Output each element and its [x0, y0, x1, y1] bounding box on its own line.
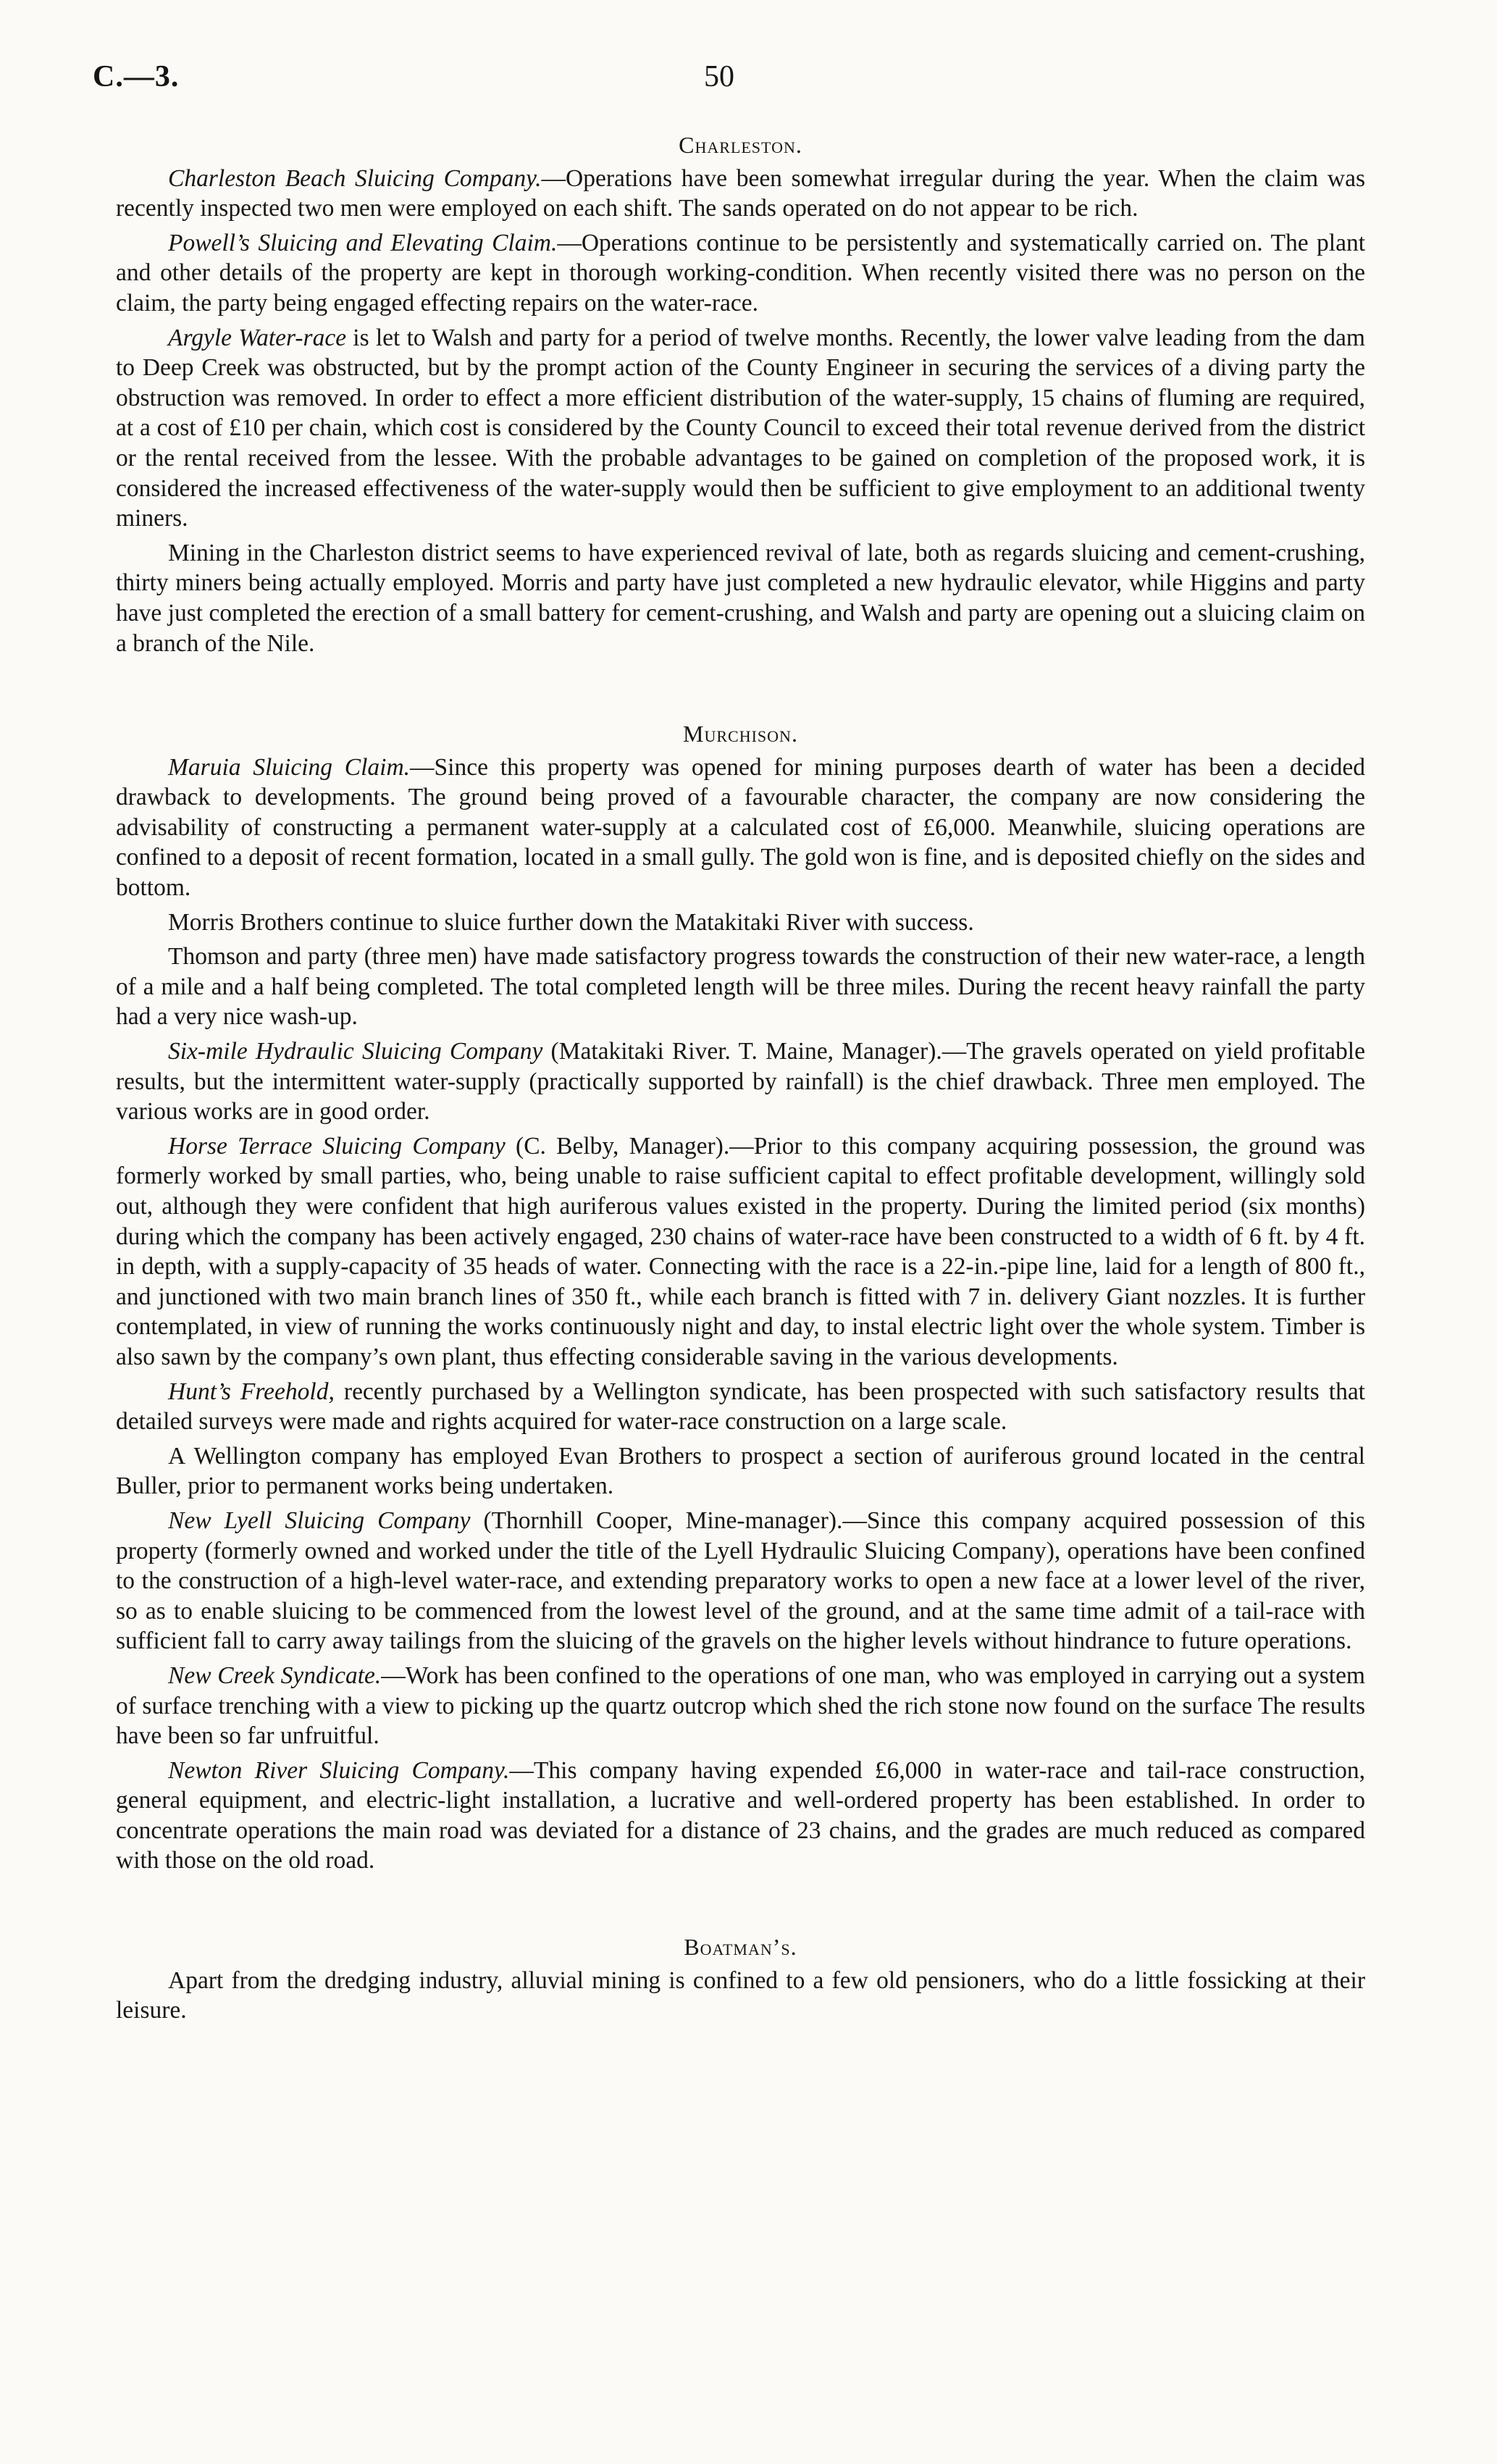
paragraph-text: —Operations continue to be persistently and systematically carried on. The plant and other details of the property are kept in thorough working-condition. When recently visited there was no person on the claim, the party being engaged effecting repairs on the water-race. [116, 229, 1365, 317]
paragraph [116, 1756, 1365, 1876]
paragraph-lead: Maruia Sluicing Claim. [168, 753, 411, 781]
section-heading-charleston: Charleston. [679, 132, 802, 158]
paragraph [116, 753, 1365, 903]
paragraph [116, 1441, 1365, 1501]
paragraph [116, 164, 1365, 224]
paragraph [116, 1506, 1365, 1656]
paragraph-text: (Thornhill Cooper, Mine-manager).—Since this company acquired possession of this property (formerly owned and worked under the title of the Lyell Hydraulic Sluicing Company), operations have been confined to the construction of a high-level water-race, and extending preparatory works to open a new face at a lower level of the river, so as to enable sluicing to be commenced from the lowest level of the ground, and at the same time admit of a tail-race with sufficient fall to carry away tailings from the sluicing of the gravels on the higher levels without hindrance to future operations. [116, 1507, 1365, 1655]
paragraph [116, 538, 1365, 658]
paragraph [116, 1966, 1365, 2026]
paragraph [116, 1131, 1365, 1373]
paragraph-text: is let to Walsh and party for a period of twelve months. Recently, the lower valve leading from the dam to Deep Creek was obstructed, but by the prompt action of the County Engineer in securing the services of a diving party the obstruction was removed. In order to effect a more efficient distribution of the water-supply, 15 chains of fluming are required, at a cost of £10 per chain, which cost is considered by the County Council to exceed their total revenue derived from the district or the rental received from the lessee. With the probable advantages to be gained on completion of the proposed work, it is considered the increased effectiveness of the water-supply would then be sufficient to give employment to an additional twenty miners. [116, 324, 1365, 532]
paragraph [116, 908, 1365, 938]
paragraph-text: Thomson and party (three men) have made satisfactory progress towards the construction of their new water-race, a length of a mile and a half being completed. The total completed length will be three miles. During the recent heavy rainfall the party had a very nice wash-up. [116, 943, 1365, 1031]
paragraph-text: (C. Belby, Manager).—Prior to this company acquiring possession, the ground was formerly worked by small parties, who, being unable to raise sufficient capital to effect profitable development, willingly sold out, although they were confident that high auriferous values existed in the property. During the limited period (six months) during which the company has been actively engaged, 230 chains of water-race have been constructed to a width of 6 ft. by 4 ft. in depth, with a supply-capacity of 35 heads of water. Connecting with the race is a 22-in.-pipe line, laid for a length of 800 ft., and junctioned with two main branch lines of 350 ft., while each branch is fitted with 7 in. delivery Giant nozzles. It is further contemplated, in view of running the works continuously night and day, to instal electric light over the whole system. Timber is also sawn by the company’s own plant, thus effecting considerable saving in the various developments. [116, 1132, 1365, 1370]
paragraph [116, 1036, 1365, 1127]
paragraph-lead: Hunt’s Freehold, [168, 1378, 335, 1405]
paragraph-lead: Six-mile Hydraulic Sluicing Company [168, 1038, 543, 1065]
paragraph [116, 1377, 1365, 1437]
paragraph-text: Mining in the Charleston district seems to have experienced revival of late, both as regards sluicing and cement-crushing, thirty miners being actually employed. Morris and party have just completed a new hydraulic elevator, while Higgins and party have just completed the erection of a small battery for cement-crushing, and Walsh and party are opening out a sluicing claim on a branch of the Nile. [116, 539, 1365, 657]
paragraph-text: —Work has been confined to the operations of one man, who was employed in carrying out a system of surface trenching with a view to picking up the quartz outcrop which shed the rich stone now found on the surface The results have been so far unfruitful. [116, 1661, 1365, 1750]
paragraph-lead: New Creek Syndicate. [168, 1661, 382, 1689]
paragraph-lead: New Lyell Sluicing Company [168, 1507, 471, 1534]
section-heading-boatmans: Boatman’s. [684, 1934, 797, 1961]
page-reference: C.—3. [93, 60, 180, 93]
paragraph-lead: Newton River Sluicing Company. [168, 1756, 510, 1784]
paragraph-text: (Matakitaki River. T. Maine, Manager).—The gravels operated on yield profitable results, but the intermittent water-supply (practically supported by rainfall) is the chief drawback. Three men employed. The various works are in good order. [116, 1038, 1365, 1126]
paragraph-text: Morris Brothers continue to sluice further down the Matakitaki River with success. [168, 908, 974, 936]
paragraph-text: —Operations have been somewhat irregular during the year. When the claim was recently inspected two men were employed on each shift. The sands operated on do not appear to be rich. [116, 164, 1365, 222]
paragraph-text: Apart from the dredging industry, alluvial mining is confined to a few old pensioners, who do a little fossicking at their leisure. [116, 1966, 1365, 2024]
paragraph [116, 228, 1365, 319]
paragraph-lead: Horse Terrace Sluicing Company [168, 1132, 506, 1160]
paragraph-lead: Powell’s Sluicing and Elevating Claim. [168, 229, 558, 256]
paragraph-text: —This company having expended £6,000 in water-race and tail-race construction, general equipment, and electric-light installation, a lucrative and well-ordered property has been established. In order to concentrate operations the main road was deviated for a distance of 23 chains, and the grades are much reduced as compared with those on the old road. [116, 1756, 1366, 1874]
paragraph [116, 1661, 1365, 1751]
paragraph-text: recently purchased by a Wellington syndicate, has been prospected with such satisfactory results that detailed surveys were made and rights acquired for water-race construction on a large scale. [116, 1378, 1365, 1436]
document-body [116, 130, 1365, 2030]
paragraph [116, 942, 1365, 1032]
paragraph-lead: Argyle Water-race [168, 324, 347, 351]
paragraph-text: A Wellington company has employed Evan Brothers to prospect a section of auriferous ground located in the central Buller, prior to permanent works being undertaken. [116, 1442, 1365, 1500]
paragraph-text: —Since this property was opened for mining purposes dearth of water has been a decided drawback to developments. The ground being proved of a favourable character, the company are now considering the advisability of constructing a permanent water-supply at a calculated cost of £6,000. Meanwhile, sluicing operations are confined to a deposit of recent formation, located in a small gully. The gold won is fine, and is deposited chiefly on the sides and bottom. [116, 753, 1365, 902]
paragraph-lead: Charleston Beach Sluicing Company. [168, 164, 542, 192]
paragraph [116, 323, 1365, 534]
section-heading-murchison: Murchison. [683, 721, 798, 747]
page-number: 50 [704, 60, 734, 93]
